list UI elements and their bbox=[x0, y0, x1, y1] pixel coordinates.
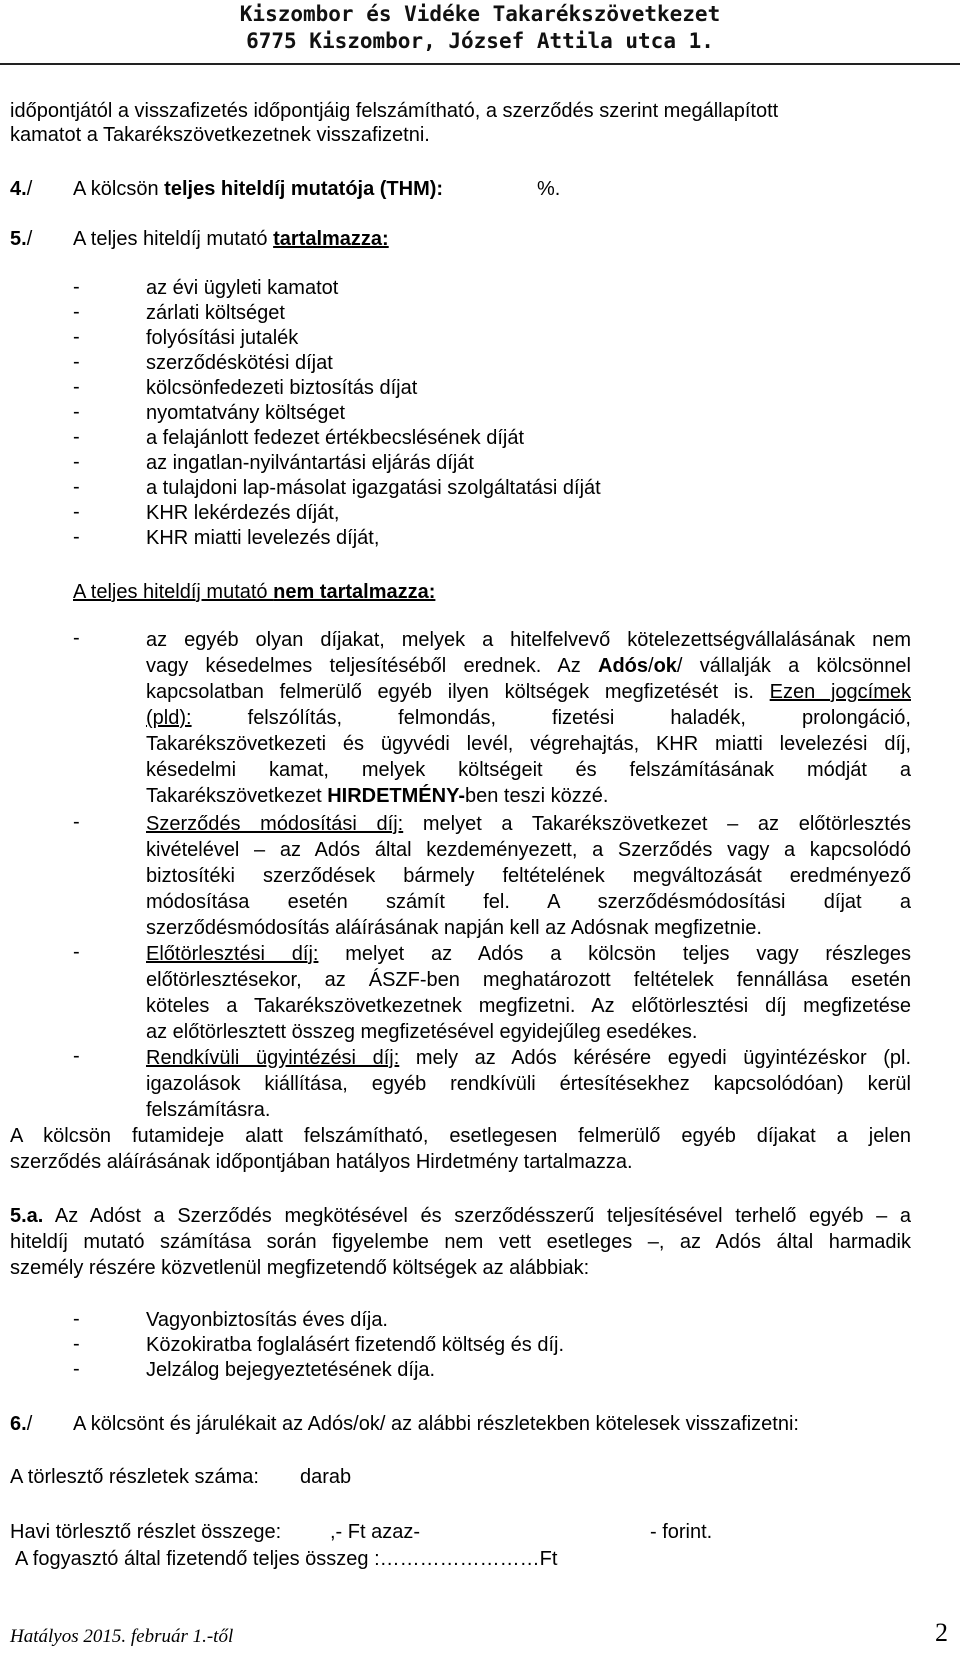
effective-date: Hatályos 2015. február 1.-től bbox=[10, 1626, 234, 1647]
section-5a-line-2: hiteldíj mutató számítása során figyelembe nem vett esetleges –, az Adós által harmadik bbox=[10, 1231, 911, 1253]
section-6-text: A kölcsönt és járulékait az Adós/ok/ az alábbi részletekben kötelesek visszafizetni: bbox=[73, 1413, 799, 1435]
list-item: nyomtatvány költséget bbox=[146, 402, 345, 424]
section-4-text: A kölcsön teljes hiteldíj mutatója (THM): bbox=[73, 178, 444, 200]
total-amount-line: A fogyasztó által fizetendő teljes összeg :……………………Ft bbox=[15, 1548, 558, 1570]
list-item: KHR miatti levelezés díját, bbox=[146, 527, 380, 549]
list-item: zárlati költséget bbox=[146, 302, 285, 324]
installments-unit: darab bbox=[300, 1466, 352, 1488]
installments-label: A törlesztő részletek száma: bbox=[10, 1466, 259, 1488]
section-4-heading: 4./ bbox=[10, 178, 33, 200]
thm-percent: %. bbox=[537, 178, 561, 200]
section-6-heading: 6./ bbox=[10, 1413, 33, 1435]
org-address: 6775 Kiszombor, József Attila utca 1. bbox=[246, 29, 714, 53]
monthly-installment-currency: ,- Ft azaz- bbox=[330, 1521, 421, 1543]
section-5a-line-3: személy részére közvetlenül megfizetendő költségek az alábbiak: bbox=[10, 1257, 590, 1279]
list-item: az ingatlan-nyilvántartási eljárás díját bbox=[146, 452, 474, 474]
intro-line-2: kamatot a Takarékszövetkezetnek visszafizetni. bbox=[10, 124, 430, 146]
page-number: 2 bbox=[935, 1618, 948, 1647]
list-item: kölcsönfedezeti biztosítás díjat bbox=[146, 377, 418, 399]
list-item: szerződéskötési díjat bbox=[146, 352, 333, 374]
monthly-installment-label: Havi törlesztő részlet összege: bbox=[10, 1521, 282, 1543]
section-5-text: A teljes hiteldíj mutató tartalmazza: bbox=[73, 228, 389, 250]
section-5-heading: 5./ bbox=[10, 228, 33, 250]
section-4-number: 4. bbox=[10, 178, 27, 200]
list-item: a tulajdoni lap-másolat igazgatási szolgáltatási díját bbox=[146, 477, 601, 499]
list-item: Közokiratba foglalásért fizetendő költség és díj. bbox=[146, 1334, 565, 1356]
header-divider bbox=[0, 63, 960, 65]
list-item: a felajánlott fedezet értékbecslésének díját bbox=[146, 427, 525, 449]
list-item: KHR lekérdezés díját, bbox=[146, 502, 340, 524]
org-name: Kiszombor és Vidéke Takarékszövetkezet bbox=[239, 2, 721, 26]
list-item: Jelzálog bejegyeztetésének díja. bbox=[146, 1359, 436, 1381]
closing-line-2: szerződés aláírásának időpontjában hatályos Hirdetmény tartalmazza. bbox=[10, 1151, 633, 1173]
list-item: folyósítási jutalék bbox=[146, 327, 299, 349]
section-5a-line-1: 5.a. Az Adóst a Szerződés megkötésével és szerződésszerű teljesítésével terhelő egyéb – a bbox=[10, 1205, 911, 1227]
monthly-installment-words: - forint. bbox=[650, 1521, 713, 1543]
list-item: Vagyonbiztosítás éves díja. bbox=[146, 1309, 388, 1331]
closing-line-1: A kölcsön futamideje alatt felszámítható, esetlegesen felmerülő egyéb díjakat a jelen bbox=[10, 1125, 911, 1147]
list-item: az évi ügyleti kamatot bbox=[146, 277, 339, 299]
not-included-heading: A teljes hiteldíj mutató nem tartalmazza: bbox=[73, 581, 436, 603]
intro-line-1: időpontjától a visszafizetés időpontjáig felszámítható, a szerződés szerint megállapított bbox=[10, 100, 779, 122]
